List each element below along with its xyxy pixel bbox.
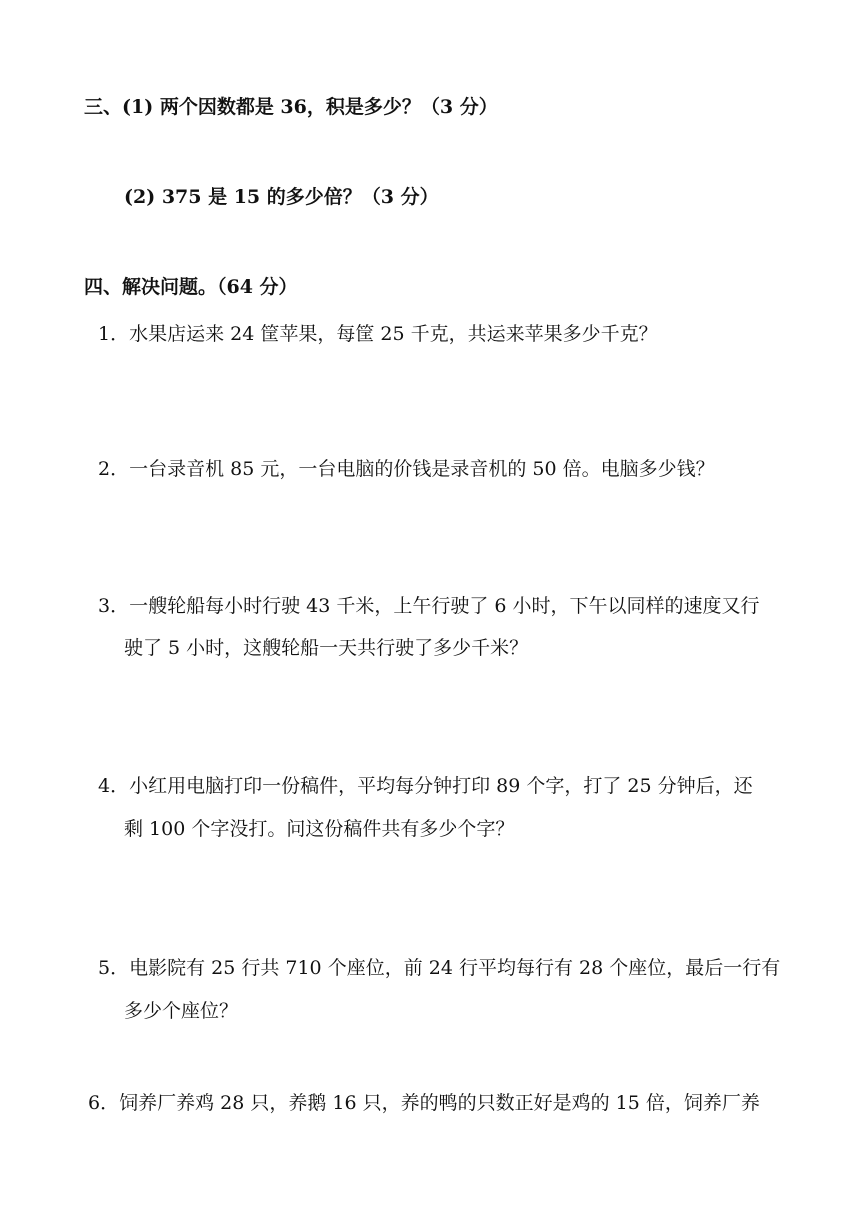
problem-1: 1．水果店运来 24 筐苹果，每筐 25 千克，共运来苹果多少千克？ bbox=[98, 323, 658, 345]
problem-2: 2．一台录音机 85 元，一台电脑的价钱是录音机的 50 倍。电脑多少钱？ bbox=[98, 458, 715, 480]
problem-3-line2: 驶了 5 小时，这艘轮船一天共行驶了多少千米？ bbox=[124, 637, 529, 659]
problem-5-line1: 5．电影院有 25 行共 710 个座位，前 24 行平均每行有 28 个座位，最后一行有 bbox=[98, 957, 781, 979]
problem-4-line1: 4．小红用电脑打印一份稿件，平均每分钟打印 89 个字，打了 25 分钟后，还 bbox=[98, 775, 753, 797]
problem-3-line1: 3．一艘轮船每小时行驶 43 千米，上午行驶了 6 小时，下午以同样的速度又行 bbox=[98, 595, 760, 617]
problem-5-line2: 多少个座位？ bbox=[124, 1000, 239, 1022]
section3-question2: (2) 375 是 15 的多少倍？（3 分） bbox=[124, 186, 439, 208]
section4-heading: 四、解决问题。（64 分） bbox=[84, 276, 298, 298]
problem-4-line2: 剩 100 个字没打。问这份稿件共有多少个字？ bbox=[124, 818, 515, 840]
section3-question1: 三、(1) 两个因数都是 36，积是多少？（3 分） bbox=[84, 96, 498, 118]
problem-6-line1: 6．饲养厂养鸡 28 只，养鹅 16 只，养的鸭的只数正好是鸡的 15 倍，饲养厂养 bbox=[88, 1092, 760, 1114]
